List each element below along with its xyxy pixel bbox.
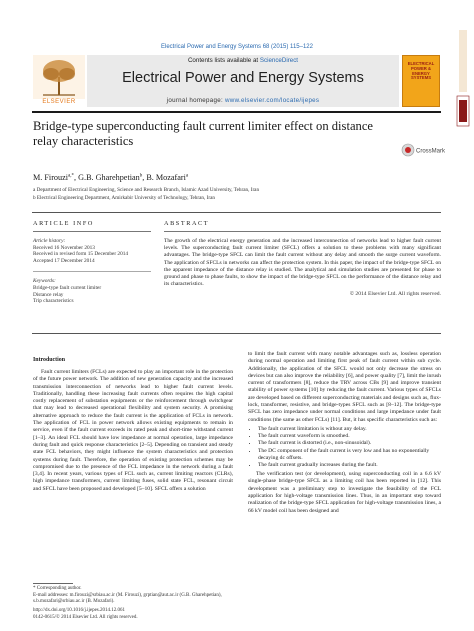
author-name[interactable]: M. Firouzi xyxy=(33,173,69,182)
history-item: Received 16 November 2013 xyxy=(33,244,95,251)
crossmark-label: CrossMark xyxy=(416,148,446,155)
characteristics-list xyxy=(248,426,441,469)
email-addresses: E-mail addresses: m.firouzi@srbiau.ac.ir (M. Firouzi), grptian@aut.ac.ir (G.B. Gharehpetian), s.b.mozafari@srbiau.ac.ir (B. Mozafari). xyxy=(33,593,222,605)
header-rule xyxy=(32,111,441,113)
history-item: Accepted 17 December 2014 xyxy=(33,257,95,264)
issn-line: 0142-0615/© 2014 Elsevier Ltd. All rights reserved. xyxy=(33,615,138,620)
keyword: Distance relay xyxy=(33,291,64,298)
history-label: Article history: xyxy=(33,238,66,244)
footnote-rule xyxy=(33,583,73,584)
author-list: M. Firouzi$^{a,*}$, G.B. Gharehpetian$^b$, B. Mozafari$^a$ xyxy=(33,173,189,182)
keywords-rule xyxy=(33,271,151,272)
keyword: Trip characteristics xyxy=(33,298,74,305)
keyword: Bridge-type fault current limiter xyxy=(33,284,102,291)
article-info-column xyxy=(33,220,151,305)
article-info-rule xyxy=(33,231,151,232)
affiliation-b: b Electrical Engineering Department, Amirkabir University of Technology, Tehran, Iran xyxy=(33,195,215,201)
journal-title: Electrical Power and Energy Systems xyxy=(122,70,364,86)
article-info-heading: ARTICLE INFO xyxy=(33,220,94,227)
verification-paragraph: The verification test (or development), using superconducting coil in a 6.6 kV single-phase bridge-type SFCL as a limiting coil has been reported in [12]. This development was a preliminary step to investigate the feasibility of the FCL application for high-voltage transmission lines. Thus, in an important step toward realization of the bridge-type SFCL application for high-voltage transmission lines, a 66 kV model coil has been designed and xyxy=(248,471,441,514)
copyright: © 2014 Elsevier Ltd. All rights reserved. xyxy=(349,291,441,298)
contents-prefix: Contents lists available at xyxy=(187,57,260,64)
list-item: • The DC component of the fault current is very low and has no exponentially decaying dc offsets. xyxy=(258,448,441,462)
journal-homepage xyxy=(87,97,399,104)
abstract-rule xyxy=(164,231,441,232)
abstract-text: The growth of the electrical energy generation and the increased interconnection of networks lead to higher fault current levels. The superconducting fault current limiter (SFCL) offers a solution to these problems with many significant advantages. The bridge-type SFCL can limit the fault current without any delay and smooth the surge current waveform. The application of SFCLs in networks can affect the protection system. In this paper, the impact of the bridge-type SFCL on the apparent impedance of the distance relay is studied. The analytical and simulation studies are presented for phase to ground and phase to phase faults, to show the impact of the bridge-type SFCL on the performance of the distance relay and its characteristics. xyxy=(164,238,441,288)
publisher-name: ELSEVIER xyxy=(42,99,76,105)
author-affil-marker: a,* xyxy=(68,173,75,179)
list-item: • The fault current gradually increases during the fault. xyxy=(258,462,441,469)
author-name[interactable]: B. Mozafari xyxy=(146,173,186,182)
crossmark-badge[interactable] xyxy=(401,143,446,157)
abstract-bottom-rule xyxy=(32,333,441,334)
journal-cover-title: ELECTRICAL POWER & ENERGY SYSTEMS xyxy=(407,61,435,81)
intro-paragraph: Fault current limiters (FCLs) are expected to play an important role in the protection of the future power network. The addition of new generation capacity and the increased transmission interconnection of networks lead to higher fault current levels. Traditionally, handling these increasing fault currents often requires the high capital costly replacement of substation equipments or the reinforcement through switchgear that may lead to decreased operational flexibility and system security. A promising alternative approach to reduce the fault current is the application of FCLs in network. The application of FCL in power network allows existing equipments to remain in service, even if the fault current exceeds its rated peak and short-time withstand current [1–3]. An ideal FCL should have low impedance at normal operation, large impedance during fault and quick response characteristics [2–5]. Depending on transient and steady state FCL behaviors, they might influence the system characteristics and protection systems during fault. Therefore, the operation of existing protection schemes may be compromised due to the presence of the FCL impedance in the network during a fault [3,4]. In recent years, various types of FCL such as, current limiting reactors (CLRs), high impedance transformers, current limiting fuses, solid state FCL, resonant circuit and SFCL have been proposed and developed [5–10]. SFCL offers a solution xyxy=(33,369,233,492)
author-name[interactable]: G.B. Gharehpetian xyxy=(78,173,140,182)
homepage-prefix: journal homepage: xyxy=(166,97,226,104)
article-title: Bridge-type superconducting fault current limiter effect on distance relay characteristics xyxy=(33,119,374,148)
history-item: Received in revised form 15 December 2014 xyxy=(33,251,129,258)
side-badge-strip xyxy=(456,30,470,130)
author-affil-marker: b xyxy=(139,173,143,179)
abstract-column xyxy=(164,220,441,298)
homepage-link[interactable]: www.elsevier.com/locate/ijepes xyxy=(225,97,320,104)
corresponding-author-note: * Corresponding author. xyxy=(33,586,82,591)
contents-line xyxy=(87,57,399,64)
keywords-label: Keywords: xyxy=(33,278,56,285)
journal-reference[interactable]: Electrical Power and Energy Systems 68 (2015) 115–122 xyxy=(161,44,313,50)
body-right-column xyxy=(248,351,441,515)
body-left-column xyxy=(33,351,233,493)
affiliation-a: a Department of Electrical Engineering, Science and Research Branch, Islamic Azad University, Tehran, Iran xyxy=(33,187,260,193)
affiliation-rule xyxy=(32,212,441,213)
abstract-heading: ABSTRACT xyxy=(164,220,210,227)
intro-paragraph-continued: to limit the fault current with many notable advantages such as, lossless operation during normal operation and limiting first peak of fault current within sub cycle. Additionally, the application of the SFCL would not only decrease the stress on devices but can also improve the reliability [6], and power quality [7], limit the inrush current of transformers [8], reduce the TRV across CBs [9] and improve transient stability of power systems [10] by reducing the fault current. Various types of SFCLs are developed based on different superconducting materials and designs such as, flux-lock, transformer, resistive, and bridge-types SFCL such as [8–12]. The bridge-type SFCL has zero impedance under normal conditions and large impedance under fault conditions (the same as other FCLs) [11]. But, it has specific characteristics such as: xyxy=(248,351,441,423)
list-item: • The fault current is distorted (i.e., non-sinusoidal). xyxy=(258,440,441,447)
sciencedirect-link[interactable]: ScienceDirect xyxy=(259,57,299,64)
doi-link[interactable]: http://dx.doi.org/10.1016/j.ijepes.2014.12.061 xyxy=(33,608,125,613)
list-item: • The fault current limitation is without any delay. xyxy=(258,426,441,433)
author-affil-marker: a xyxy=(185,173,189,179)
list-item: • The fault current waveform is smoothed. xyxy=(258,433,441,440)
introduction-heading: Introduction xyxy=(33,357,65,363)
